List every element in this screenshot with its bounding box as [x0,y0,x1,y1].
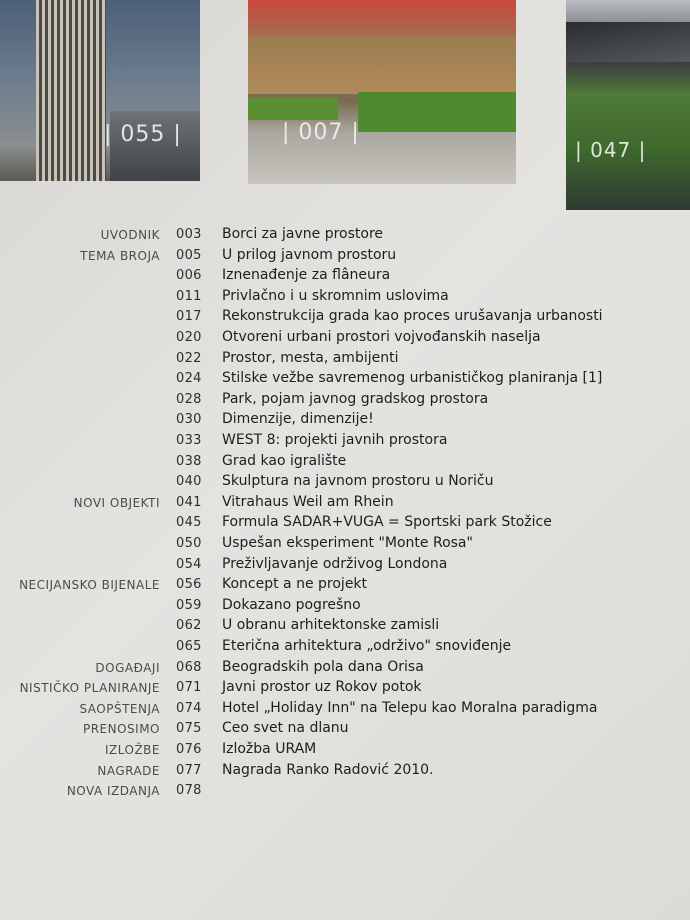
article-title: Park, pojam javnog gradskog prostora [222,390,489,407]
curved-building [248,36,516,94]
article-title: Dokazano pogrešno [222,596,361,613]
section-label: SAOPŠTENJA [79,701,160,716]
toc-entry [0,247,690,267]
article-title: Otvoreni urbani prostori vojvođanskih naselja [222,329,541,345]
photo-stadium [566,0,690,210]
toc-entry [0,432,690,452]
lawn [358,92,516,132]
article-title: Eterična arhitektura „održivo" snoviđenje [222,638,512,654]
stadium-stand [566,22,690,62]
article-title: Izložba URAM [222,741,317,757]
toc-entry [0,638,690,658]
page-number: 075 [176,721,202,737]
toc-entry [0,535,690,555]
page-number: 045 [176,515,202,531]
article-title: Stilske vežbe savremenog urbanističkog planiranja [1] [222,370,603,387]
section-label: IZLOŽBE [105,743,160,757]
page-number: 077 [176,762,202,778]
photo-page-number: | 055 | [104,122,182,147]
tower-building [36,0,106,181]
page-number: 078 [176,783,202,799]
toc-entry [0,453,690,473]
toc-entry [0,473,690,493]
article-title: Borci za javne prostore [222,226,384,242]
page-number: 065 [176,639,202,654]
page-number: 038 [176,453,202,469]
toc-entry [0,617,690,637]
page-number: 003 [176,227,202,242]
section-label: TEMA BROJA [80,248,160,263]
page-number: 059 [176,597,202,613]
page-number: 076 [176,742,202,757]
toc-entry [0,226,690,246]
toc-entry [0,679,690,699]
page-number: 071 [176,680,202,696]
page-number: 024 [176,371,202,387]
toc-entry [0,720,690,740]
toc-entry [0,762,690,782]
toc-entry [0,288,690,308]
toc-entry [0,556,690,576]
page-number: 041 [176,494,202,510]
article-title: Formula SADAR+VUGA = Sportski park Stožice [222,514,552,531]
toc-entry [0,391,690,411]
toc-entry [0,267,690,287]
article-title: Preživljavanje održivog Londona [222,555,448,572]
toc-entry [0,494,690,514]
page-number: 011 [176,288,202,304]
page-number: 005 [176,247,202,263]
toc-entry [0,659,690,679]
article-title: Ceo svet na dlanu [222,720,349,737]
article-title: U obranu arhitektonske zamisli [222,617,440,634]
article-title: Javni prostor uz Rokov potok [222,679,422,696]
photo-tower [0,0,200,181]
toc-entry [0,370,690,390]
lawn [248,98,338,120]
page-number: 054 [176,556,202,572]
article-title: Vitrahaus Weil am Rhein [222,493,394,510]
page-number: 020 [176,330,202,345]
page-number: 062 [176,618,202,634]
article-title: Dimenzije, dimenzije! [222,411,374,428]
page-number: 028 [176,391,202,407]
page-number: 030 [176,412,202,428]
page-number: 050 [176,536,202,551]
page-number: 074 [176,700,202,716]
article-title: Nagrada Ranko Radović 2010. [222,761,434,778]
photo-page-number: | 007 | [282,120,360,145]
article-title: U prilog javnom prostoru [222,246,397,263]
article-title: Koncept a ne projekt [222,576,368,593]
article-title: Prostor, mesta, ambijenti [222,349,399,366]
section-label: NOVA IZDANJA [66,784,160,799]
article-title: Beogradskih pola dana Orisa [222,658,424,675]
photo-page-number: | 047 | [575,138,647,162]
section-label: UVODNIK [100,228,160,242]
photo-strip [0,0,690,200]
article-title: Iznenađenje za flâneura [222,267,391,284]
toc-entry [0,782,690,802]
toc-entry [0,576,690,596]
article-title: Uspešan eksperiment "Monte Rosa" [222,535,473,551]
page-number: 017 [176,309,202,325]
toc-entry [0,329,690,349]
section-label: NAGRADE [97,763,160,778]
article-title: Privlačno i u skromnim uslovima [222,287,449,304]
article-title: WEST 8: projekti javnih prostora [222,432,448,448]
toc-entry [0,741,690,761]
page-number: 040 [176,474,202,490]
page-number: 068 [176,659,202,675]
article-title: Rekonstrukcija grada kao proces urušavanja urbanosti [222,308,603,325]
toc-entry [0,411,690,431]
article-title: Skulptura na javnom prostoru u Noriču [222,473,494,490]
page-number: 006 [176,268,202,284]
article-title: Grad kao igralište [222,452,347,469]
section-label: NOVI OBJEKTI [73,495,160,510]
section-label: DOGAĐAJI [95,660,160,675]
page-number: 056 [176,577,202,593]
toc-entry [0,700,690,720]
toc-entry [0,514,690,534]
article-title: Hotel „Holiday Inn" na Telepu kao Moralna paradigma [222,699,598,716]
toc-entry [0,350,690,370]
page-number: 022 [176,350,202,366]
section-label: NISTIČKO PLANIRANJE [19,681,160,696]
section-label: PRENOSIMO [82,722,160,737]
section-label: NECIJANSKO BIJENALE [19,578,160,593]
photo-public-space [248,0,516,184]
toc-entry [0,308,690,328]
page-number: 033 [176,433,202,448]
toc-entry [0,597,690,617]
